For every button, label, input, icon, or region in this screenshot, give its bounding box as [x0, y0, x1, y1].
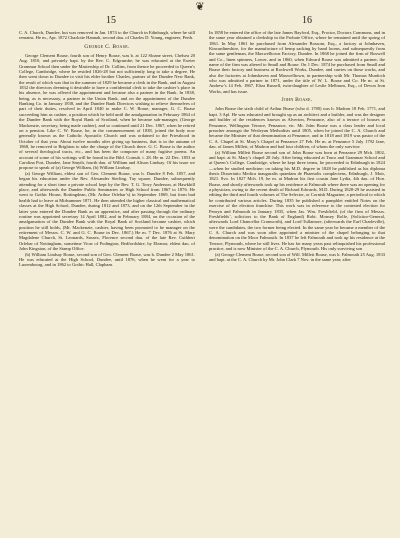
- left-column: [19, 30, 195, 268]
- two-column-body: [19, 30, 385, 268]
- paragraph: John Boase the sixth child of Arthur Boase (who d. 1780) was b. Madron 18 Feb. 1771, and bapt. 3 Apl. He was educated and brought up as an architect and a builder, and was the designer and builder of the residences known as Alverton, Penzance, also of a terrace of houses at Penzance, Wellington Terrace, Penzance, etc. Mr. John Boase was a class leader and local preacher amongst the Wesleyan Methodists until 1805, when he joined the C. A. Church and became the Minister of that denomination at Penzance, and in 1818 and 1819 was pastor of the C. A. Chapel at St. Mary’s Chapel at Penzance 27 Feb. He m. at Penzance 5 July 1792 Jane, dau. of James Millett, of Madron and had four children, of whom the only survivor: [209, 106, 385, 149]
- paragraph: In 1858 he entered the office of the late James Bayford, Esq., Proctor, Doctors Commons, and in the same year obtained a clerkship in the Probate Office, where he remained until the spring of 1861. In May 1861 he purchased from Alexander Bossom, Esq., a factory at Johnhaven, Kincardineshire, for the manufacture of hemp sacking by hand looms, and subsequently from the same gentleman, the Maxwelltown Factory, Dundee. In 1868 he joined the firm of Boswell and Co., linen spinners, Lower, and in 1860, when Edward Boase was admitted a partner, the name of the firm was altered to Small and Boase. On 1 Dec. 1874 he purchased from Small and Boase their factory and business at Rockwell Works, Dundee, and carries on those works, and also the factories at Johnshaven and Maxwelltown, in partnership with Mr. Thomas Murdoch who was admitted a partner in 1871, under the title of W. L. Boase and Co. He m. at St. Andrew’s 14 Feb. 1867, Eliza Russell, twin-daughter of Leslie Melbrum, Esq., of Devon Iron Works, and has issue.: [209, 30, 385, 94]
- paragraph: (a) George William, eldest son of Geo. Clement Boase, was b. Dundee 8 Feb. 1857, and began his education under the Rev. Alexander Sterling, Tay square, Dundee, subsequently attending for a short time a private school kept by the Rev. T. G. Torry Anderson, at Hawkhill place, and afterwards the Dundee Public Seminaries or High School from 1867 to 1876. He went to Gothic House, Rottingdean, (Mr. Arthur Orlebar’s) in September 1869, but from bad health had to leave at Midsummer 1871. He then attended the higher classical and mathematical classes at the High School, Dundee, during 1812 and 1873, and on the 12th September in the latter year entered the Dundee Bank as an apprentice, and after passing through the ordinary routine was appointed secretary 14 April 1882, and in February 1884, on the occasion of the amalgamation of the Dundee Bank with the Royal Bank of Scotland became cashier, which position he still holds, (Mr. Mackenzie, cashier, having been promoted to be manager on the retirement of Messrs. C. W. and G. C. Boase in Dec. 1867.) He m. 7 Dec. 1876 at St. Mary Magdalene Church, St. Leonards, Sussex, Florence second dau. of the late Rev. Cuthbert Orlebar of Nottingham, sometime Vicar of Podington, Bedfordshire, by Eleanor, eldest dau. of John Kingston, of the Stamp Office.: [19, 171, 195, 251]
- page-number-right: 16: [302, 15, 312, 26]
- paragraph: (a) George Clement Boase, second son of Will. Millett Boase, was b. Falmouth 25 Aug. 1833 and bapt. at the C. A. Church by Mr. John Clark 7 Nov. in the same year; after: [209, 251, 385, 263]
- running-head: [19, 14, 385, 28]
- paragraph: (a) William Millett Boase second son of John Boase was born at Penzance 29 Mch. 1802, and bapt. at St. Mary’s chapel 28 July. After being educated at Truro and Grammar School and at Queen’s College, Cambridge, where he kept three terms, he proceeded to Edinburgh in 1824—when he studied medicine; on taking his M.D. degree in 1828 he published as his diploma thesis Dissertatio Medica inauguralis quaedam de Phaenolis complectens, Edinburgh, J. Moir, 1821. 8vo. In 1827 Mch. 19, he m. at Madron his first cousin Jane Lydia, 4th dau. of Hon. Boase, and shortly afterwards took up his residence at Falmouth where there was an opening for a physician, owing to the recent death of Richard Edwards, M.D. During 1828-29 he assisted in editing the third and fourth volumes of The Selector, or Cornish Magazine, a periodical to which he contributed various articles. During 1835 he published a pamphlet entitled Notes on the exercise of the election franchise. This work was in reference to the contested election for Penryn and Falmouth in January 1835, when Jas. Wm. Freshfield, (of the firm of Messrs. Freshfields’, solicitors to the Bank of England) Robt. Monsey Rolfe, (Solicitor-General, afterwards Lord Chancellor Cranworth), and Lord Tullamore, (afterwards the Earl Charleville), were the candidates, the two former being elected. In the same year he became a member of the C. A. Church and was soon after appointed a minister of the chapel belonging to that denomination on the Moor Falmouth. In 1837 he left Falmouth and took up his residence at the Terrace, Plymouth, where he still lives. He has for many years past relinquished his professional practice, and is now Minister of the C. A. Church, Plymouth. His only surviving son: [209, 149, 385, 251]
- paragraph: (b) William Lindsay Boase, second son of Geo. Clement Boase, was b. Dundee 2 May 1861. He was educated at the High School, Dundee, until 1876, when he went for a year to Luxembourg, and in 1862 to Gothic Hall, Clapham.: [19, 251, 195, 268]
- paragraph: George Clement Boase, fourth son of Henry Boase, was b. at 122 Sloane street, Chelsea 20 Aug. 1810, and privately bapt. by the Rev. C. Edgcumbe; he was educated at the Exeter Grammar School then under the Mastership of Dr. Collins, from thence he proceeded to Queen’s College, Cambridge, where he resided 1826-28 but not sufficiently long to take a degree. He then went down to Dundee to visit his elder brother Charles, partner of the Dundee New Bank, the result of which was that in the summer of 1829 he became a clerk in the Bank, and in August 1832 the directors deeming it desirable to have a confidential clerk to take the cashier’s place in his absence, he was offered the appointment and became also a partner in the Bank. In 1838, being, as is necessary, a partner in the Union Bank, and on the appointment of the Dundee Banking Co. in January 1838, and the Dundee Bank Directors wishing to relieve themselves of part of their duties, resolved in April 1840 to make C. W. Boase, manager, G. C. Boase succeeding him as cashier, a position which he held until the amalgamation in February 1864 of the Dundee Bank with the Royal Bank of Scotland, when he became sub-manager, (George Mackenzie, secretary, being made cashier), and so continued until 21 Dec. 1867, when he retired on a pension. Like C. W. Boase, he, in the commencement of 1838, joined the body now generally known as the Catholic Apostolic Church and was ordained to the Priesthood in October of that year. About twelve months after giving up business, that is in the autumn of 1868, he removed to Brighton to take the charge of the Church there. G. C. Boase is the author of several theological tracts, etc., and has been the composer of many fugitive poems. An account of some of his writings will be found in the Bibl. Cornub. i. 28. He m. 22 Dec. 1853 at Carolina Port, Dundee, Jane Smyth, fourth dau. of William and Alison Lindsay. Of his issue we propose to speak of (a) George William, (b) William Lindsay.: [19, 53, 195, 171]
- right-column: [209, 30, 385, 268]
- section-heading: George C. Boase.: [84, 43, 130, 50]
- page-number-left: 15: [106, 15, 116, 26]
- section-heading: John Boase.: [281, 97, 313, 104]
- paragraph: C. A. Church, Dundee, but was removed in Jan. 1874 to the Church in Edinburgh, where he still remains. He m., Apr. 1872 Charlotte Hannah, second dau. of Charles D. Young, engineer, Perth.: [19, 30, 195, 41]
- fleuron-ornament-icon: ❦: [195, 1, 205, 13]
